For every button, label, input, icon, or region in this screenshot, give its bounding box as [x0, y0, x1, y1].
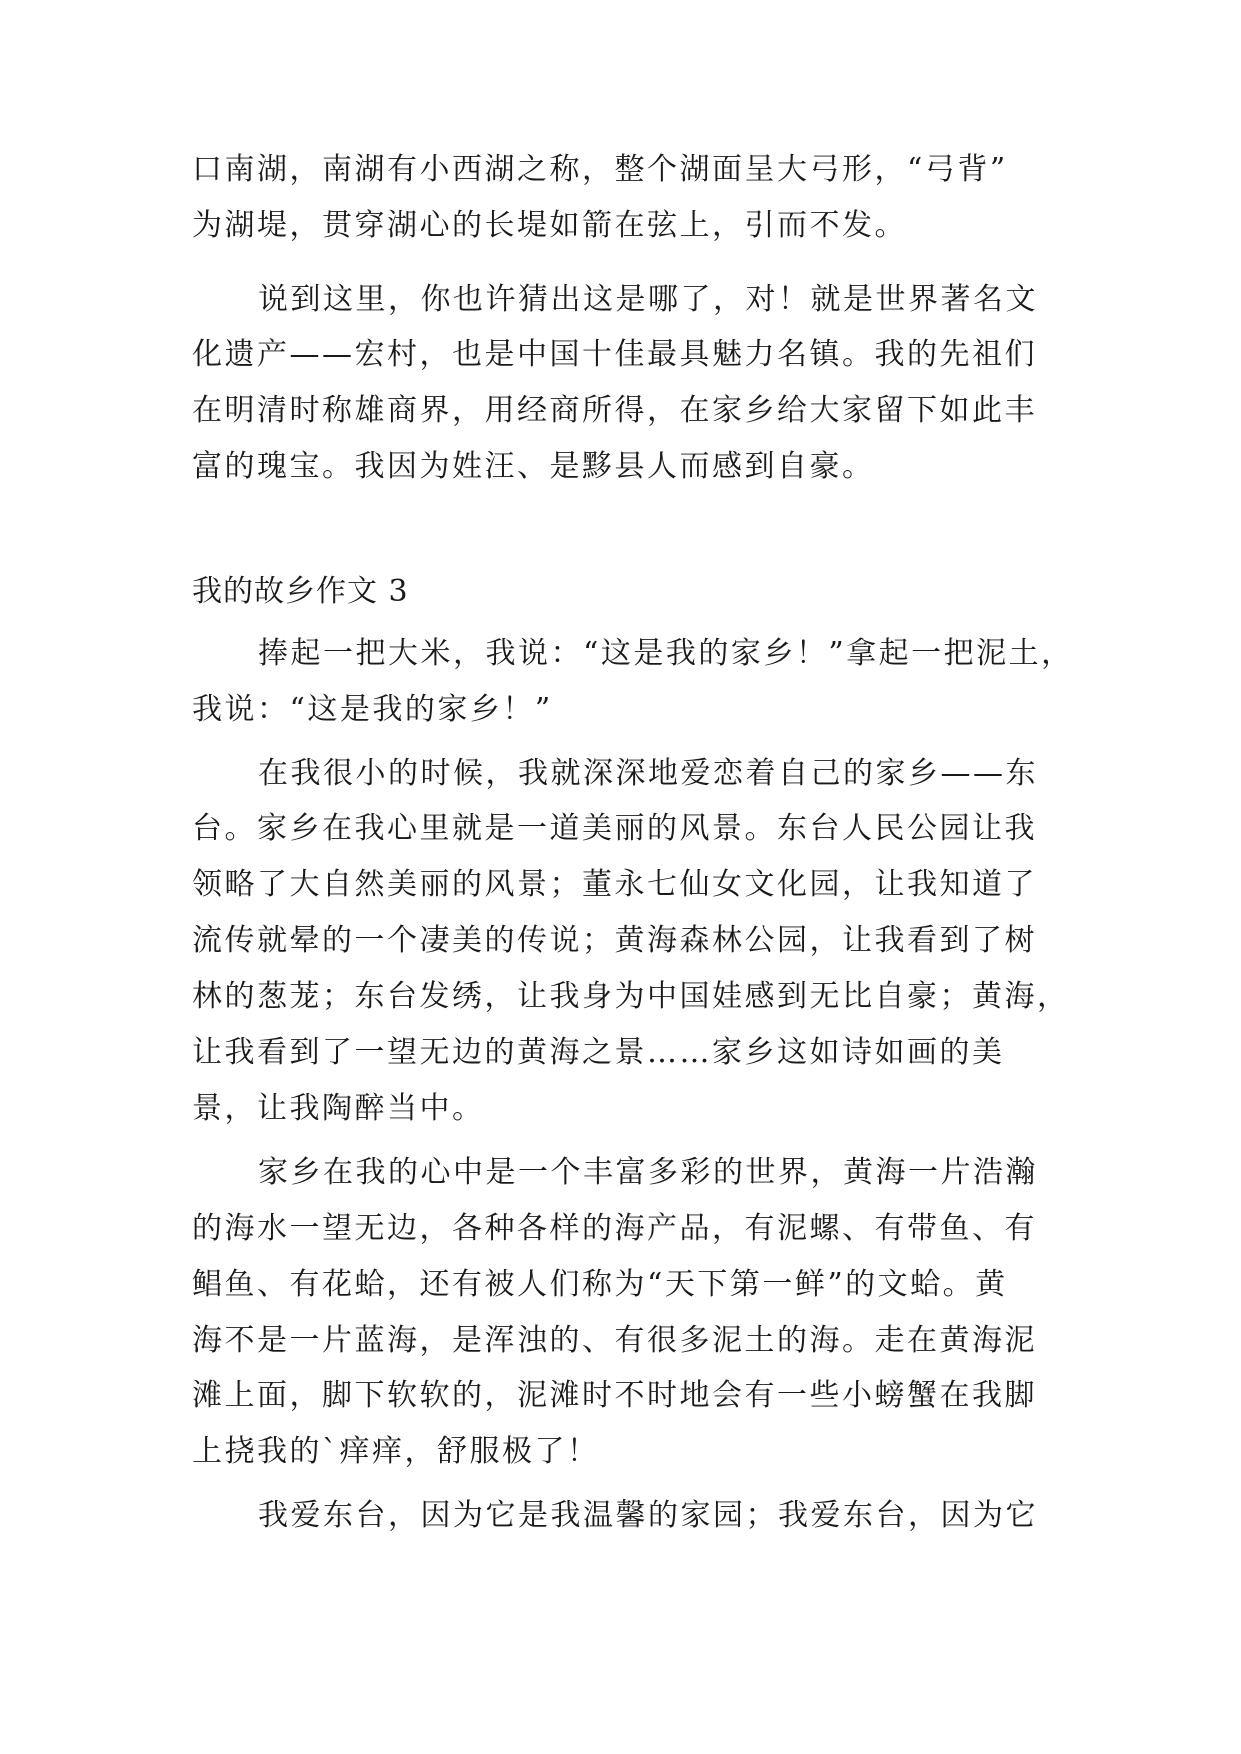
text-line: 在我很小的时候，我就深深地爱恋着自己的家乡——东 [258, 756, 1038, 791]
text-line: 捧起一把大米，我说：“这是我的家乡！”拿起一把泥土， [258, 636, 1074, 671]
text-line: 说到这里，你也许猜出这是哪了，对！就是世界著名文 [258, 282, 1038, 317]
text-line: 流传就晕的一个凄美的传说；黄海森林公园，让我看到了树 [192, 923, 1037, 958]
text-line: 家乡在我的心中是一个丰富多彩的世界，黄海一片浩瀚 [258, 1155, 1038, 1190]
text-line: 领略了大自然美丽的风景；董永七仙女文化园，让我知道了 [192, 867, 1037, 902]
text-line: 上挠我的`痒痒，舒服极了！ [192, 1434, 600, 1469]
text-line: 海不是一片蓝海，是浑浊的、有很多泥土的海。走在黄海泥 [192, 1323, 1037, 1358]
text-line: 林的葱茏；东台发绣，让我身为中国娃感到无比自豪；黄海， [192, 979, 1070, 1014]
section-heading: 我的故乡作文 3 [192, 574, 409, 609]
text-line: 在明清时称雄商界，用经商所得，在家乡给大家留下如此丰 [192, 393, 1037, 428]
text-line: 滩上面，脚下软软的，泥滩时不时地会有一些小螃蟹在我脚 [192, 1378, 1037, 1413]
text-line: 化遗产——宏村，也是中国十佳最具魅力名镇。我的先祖们 [192, 337, 1037, 372]
text-line: 的海水一望无边，各种各样的海产品，有泥螺、有带鱼、有 [192, 1211, 1037, 1246]
text-line: 鲳鱼、有花蛤，还有被人们称为“天下第一鲜”的文蛤。黄 [192, 1267, 1008, 1302]
text-line: 我爱东台，因为它是我温馨的家园；我爱东台，因为它 [258, 1498, 1038, 1533]
text-line: 富的瑰宝。我因为姓汪、是黟县人而感到自豪。 [192, 449, 875, 484]
text-line: 我说：“这是我的家乡！” [192, 692, 553, 727]
text-line: 为湖堤，贯穿湖心的长堤如箭在弦上，引而不发。 [192, 208, 907, 243]
text-line: 台。家乡在我心里就是一道美丽的风景。东台人民公园让我 [192, 811, 1037, 846]
text-line: 口南湖，南湖有小西湖之称，整个湖面呈大弓形，“弓背” [192, 152, 1008, 187]
text-line: 景，让我陶醉当中。 [192, 1091, 485, 1126]
text-line: 让我看到了一望无边的黄海之景……家乡这如诗如画的美 [192, 1035, 1005, 1070]
